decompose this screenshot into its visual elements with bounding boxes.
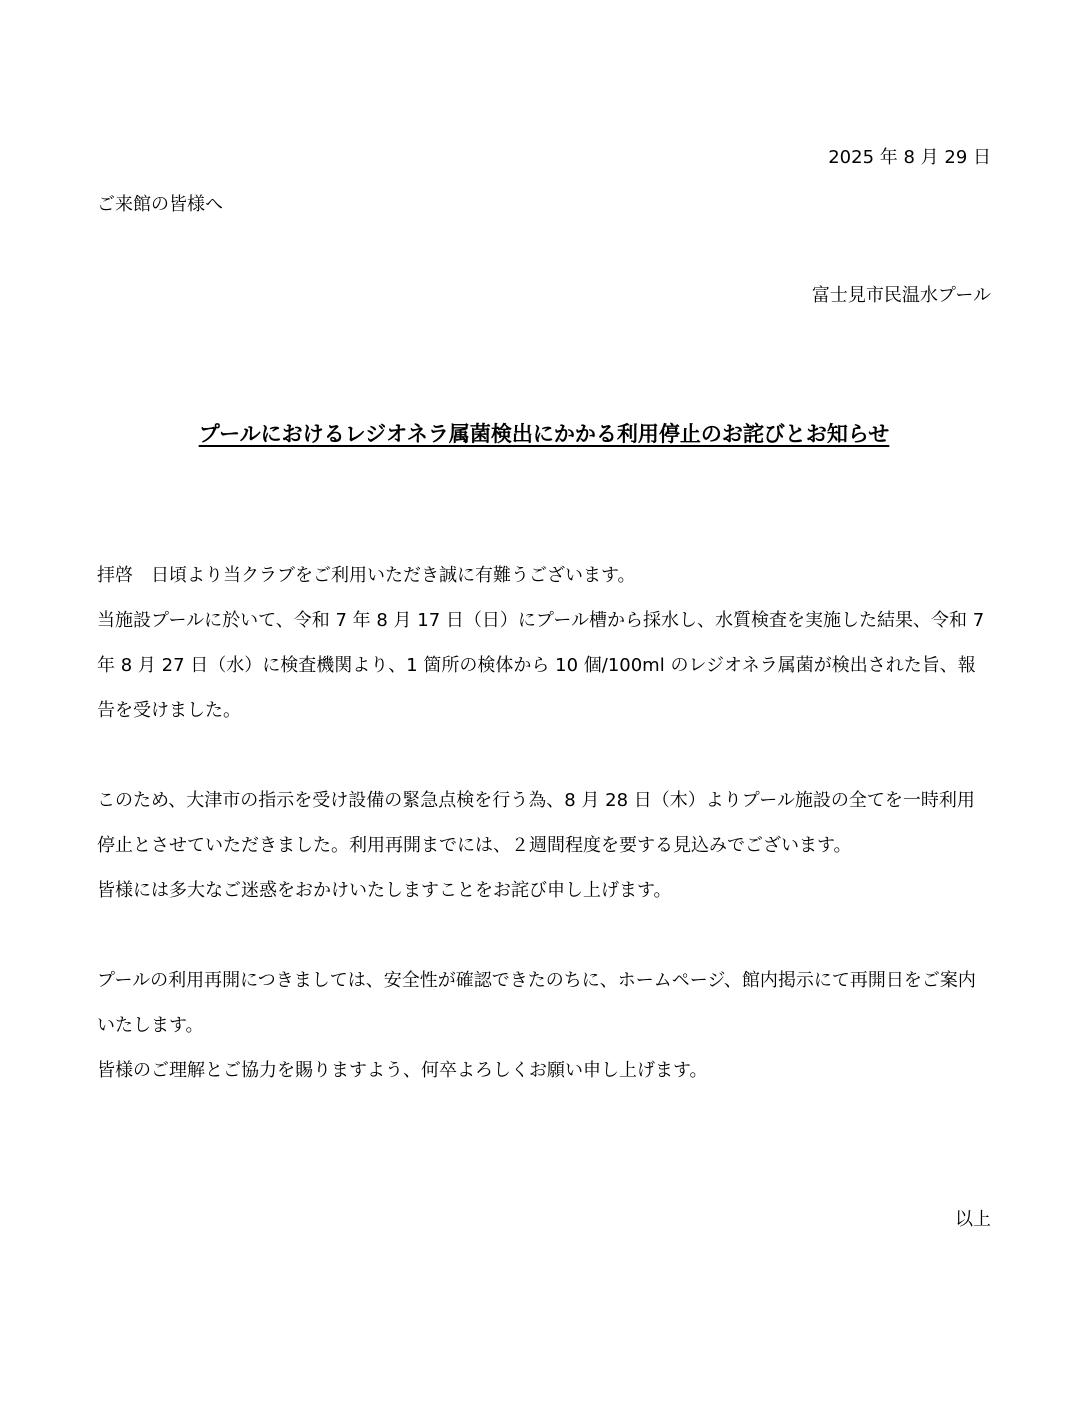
body-line: このため、大津市の指示を受け設備の緊急点検を行う為、8 月 28 日（木）よりプール施設の全てを一時利用停止とさせていただきました。利用再開までには、２週間程度を要する見込みでございます。	[97, 790, 975, 856]
body-line: 拝啓 日頃より当クラブをご利用いただき誠に有難うございます。	[97, 565, 636, 586]
body-line: 皆様には多大なご迷惑をおかけいたしますことをお詫び申し上げます。	[97, 880, 672, 901]
closing-mark: 以上	[955, 1209, 991, 1230]
body-line: 当施設プールに於いて、令和 7 年 8 月 17 日（日）にプール槽から採水し、水質検査を実施した結果、令和 7 年 8 月 27 日（水）に検査機関より、1 箇所の検体から 10 個/100ml のレジオネラ属菌が検出された旨、報告を受けました。	[97, 610, 985, 721]
addressee: ご来館の皆様へ	[97, 194, 223, 215]
sender-name: 富士見市民温水プール	[811, 285, 991, 306]
body-line: 皆様のご理解とご協力を賜りますよう、何卒よろしくお願い申し上げます。	[97, 1060, 708, 1081]
body-line: プールの利用再開につきましては、安全性が確認できたのちに、ホームページ、館内掲示にて再開日をご案内いたします。	[97, 970, 976, 1036]
document-date: 2025 年 8 月 29 日	[828, 147, 991, 168]
notice-body	[97, 553, 992, 1093]
page-title	[0, 420, 1088, 448]
title-text: プールにおけるレジオネラ属菌検出にかかる利用停止のお詫びとお知らせ	[198, 422, 890, 446]
